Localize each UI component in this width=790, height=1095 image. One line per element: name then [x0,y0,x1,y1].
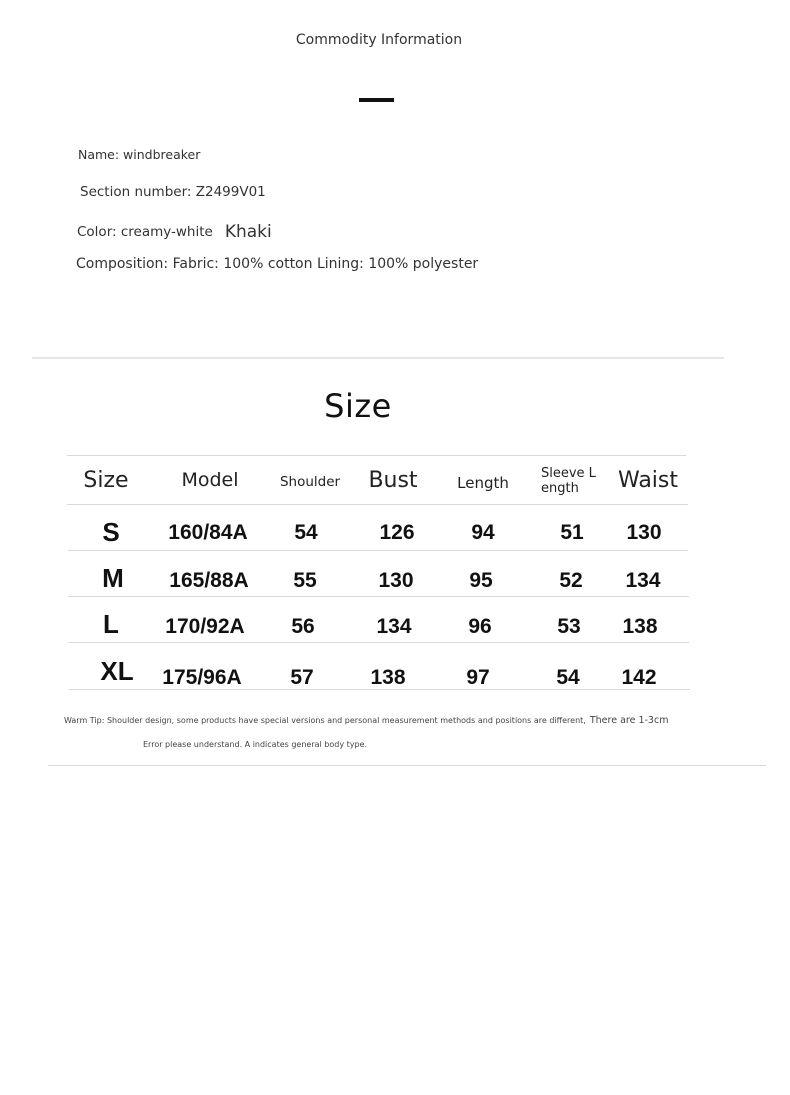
cell-shoulder: 56 [291,615,315,638]
sleeve-header-line2: ength [541,481,579,496]
warm-tip-line2: Error please understand. A indicates general body type. [143,740,368,749]
cell-sleeve: 51 [560,521,584,544]
cell-model: 165/88A [169,569,249,592]
cell-waist: 138 [622,615,658,638]
col-header-size: Size [83,468,129,493]
product-color [77,221,272,241]
cell-waist: 130 [626,521,662,544]
color-extra: Khaki [224,222,272,242]
cell-model: 170/92A [165,615,245,638]
cell-length: 97 [466,666,490,689]
table-rule [69,642,689,643]
color-label: Color: creamy-white [77,224,213,240]
cell-size: L [103,609,119,639]
warm-tip-range: There are 1-3cm [589,715,669,726]
cell-sleeve: 54 [556,666,580,689]
cell-shoulder: 57 [290,666,314,689]
cell-bust: 126 [379,521,415,544]
cell-bust: 134 [376,615,412,638]
bottom-divider [48,765,766,766]
cell-bust: 130 [378,569,414,592]
cell-bust: 138 [370,666,406,689]
product-name: Name: windbreaker [78,147,201,162]
cell-model: 160/84A [168,521,248,544]
cell-length: 95 [469,569,493,592]
cell-shoulder: 55 [293,569,317,592]
cell-size: S [102,517,120,547]
cell-sleeve: 53 [557,615,581,638]
col-header-bust: Bust [368,468,418,493]
table-rule [68,550,688,551]
cell-sleeve: 52 [559,569,583,592]
col-header-length: Length [457,474,509,492]
cell-length: 96 [468,615,492,638]
sleeve-header-line1: Sleeve L [541,466,596,481]
table-rule [67,504,688,505]
cell-waist: 142 [621,666,657,689]
page-title: Commodity Information [295,32,463,48]
col-header-sleeve [541,466,605,496]
cell-size: M [102,563,124,593]
warm-tip [64,715,668,726]
cell-length: 94 [471,521,495,544]
cell-model: 175/96A [162,666,242,689]
section-divider [32,357,724,359]
warm-tip-text: Warm Tip: Shoulder design, some products have special versions and personal measurement methods and positions are different, [64,716,586,725]
cell-waist: 134 [625,569,661,592]
size-heading: Size [324,387,392,425]
col-header-waist: Waist [617,468,679,493]
cell-size: XL [100,656,134,686]
col-header-shoulder: Shoulder [279,474,341,490]
title-underline [359,98,394,102]
table-rule [67,455,686,456]
section-number: Section number: Z2499V01 [80,184,266,200]
composition: Composition: Fabric: 100% cotton Lining: 100% polyester [76,256,479,272]
cell-shoulder: 54 [294,521,318,544]
col-header-model: Model [181,469,239,491]
table-rule [68,596,689,597]
